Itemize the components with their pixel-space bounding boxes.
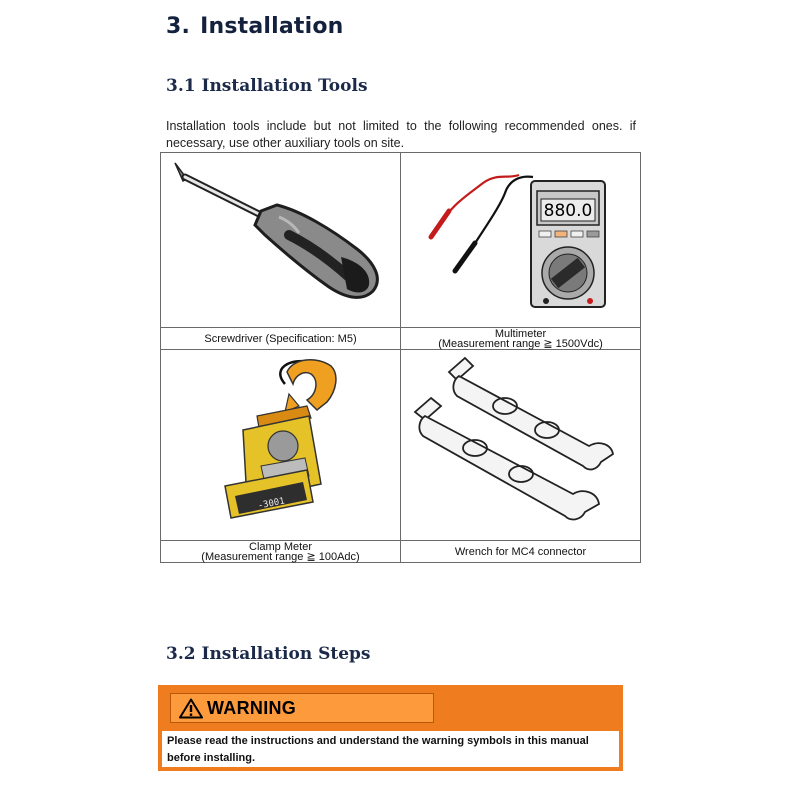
clamp-meter-caption [161,541,401,563]
wrench-name: Wrench for MC4 connector [454,545,587,558]
section-heading [166,14,344,39]
screwdriver-caption [161,328,401,350]
clamp-meter-cell [161,350,401,541]
clamp-meter-spec: (Measurement range ≧ 100Adc) [201,550,360,563]
clamp-meter-image [161,350,401,540]
warning-triangle-icon [179,698,203,719]
screwdriver-name: Screwdriver (Specification: M5) [204,332,357,345]
warning-banner [170,693,434,723]
multimeter-spec: (Measurement range ≧ 1500Vdc) [438,337,603,350]
screwdriver-image [161,153,401,327]
tools-section-title: 3.1 Installation Tools [166,76,368,96]
tools-intro-paragraph: Installation tools include but not limited to the following recommended ones. if necessary, use other auxiliary tools on site. [166,119,636,150]
tools-table [160,152,641,563]
multimeter-image [401,153,641,327]
wrench-cell [401,350,641,541]
section-title: Installation [200,14,344,39]
wrench-caption [401,541,641,563]
screwdriver-cell [161,153,401,328]
clamp-meter-display: -3001 [257,496,286,512]
multimeter-display: 880.0 [543,201,593,221]
multimeter-cell [401,153,641,328]
clamp-meter-name: Clamp Meter [249,540,312,553]
multimeter-caption [401,328,641,350]
steps-section-title: 3.2 Installation Steps [166,644,371,664]
warning-label: WARNING [207,697,297,718]
warning-box [158,685,623,771]
mc4-wrench-image [401,350,641,540]
multimeter-name: Multimeter [494,327,547,340]
section-number: 3. [166,14,191,39]
warning-text: Please read the instructions and understand the warning symbols in this manual before installing. [162,731,619,767]
